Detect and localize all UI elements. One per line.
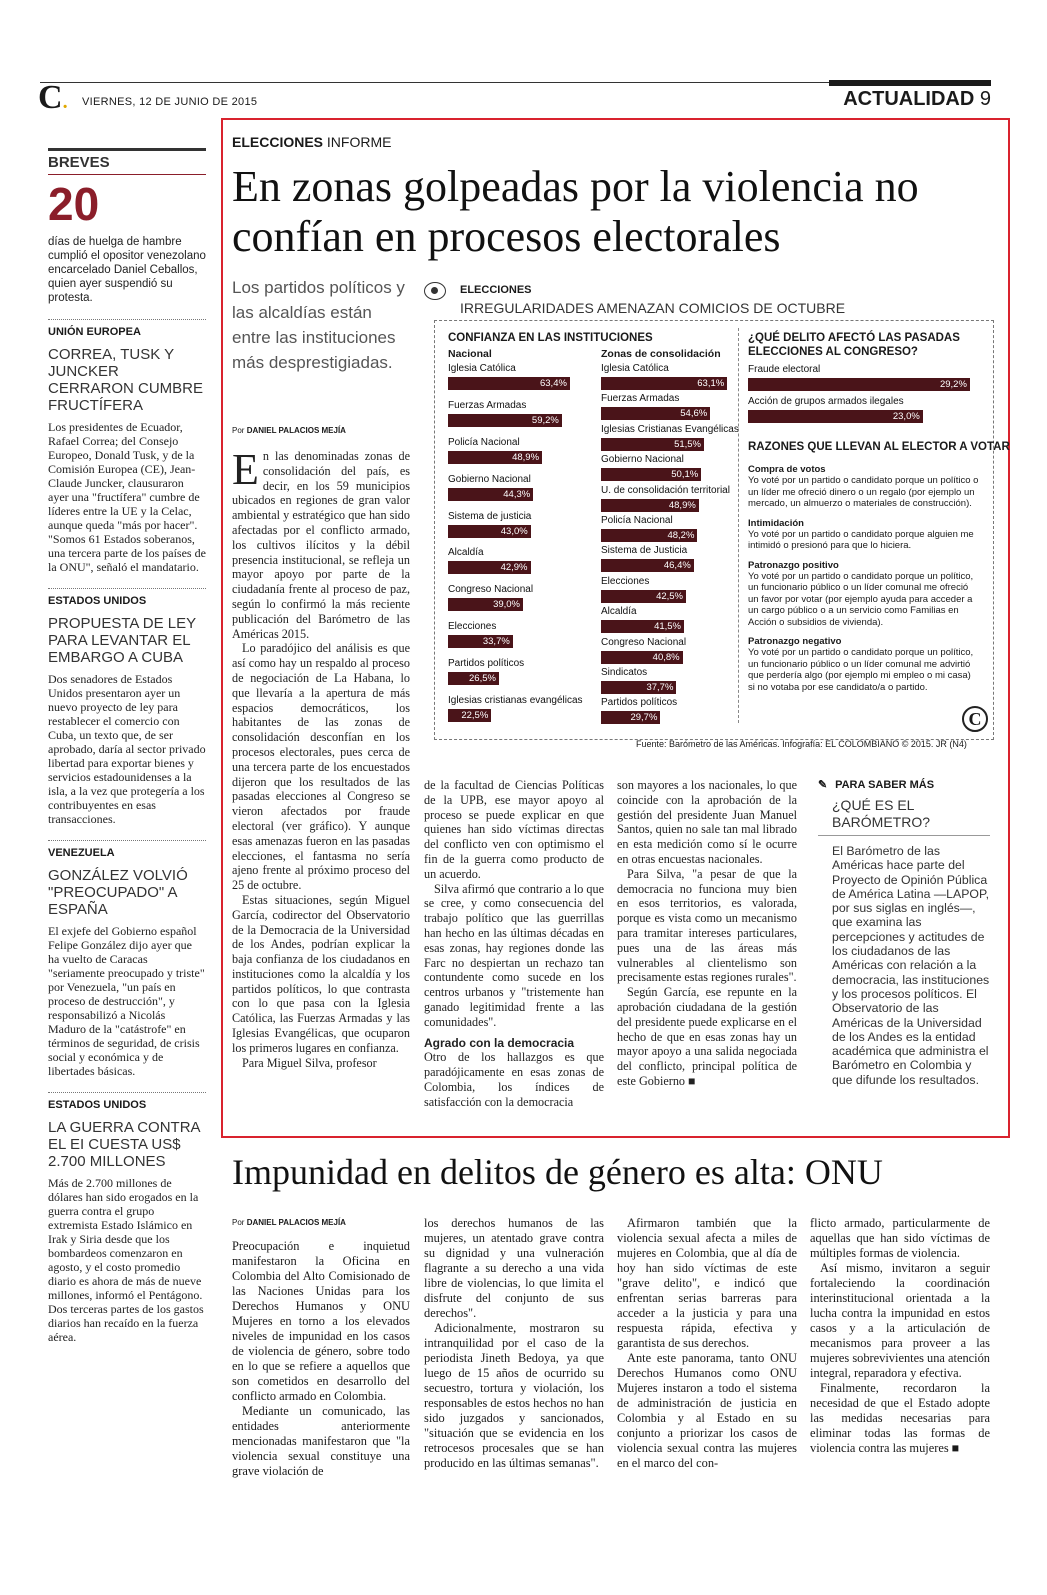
- article-col-3: [617, 778, 797, 1089]
- bar-value: 44,3%: [503, 488, 531, 500]
- sidebar-title: BREVES: [48, 148, 206, 171]
- reason-heading: Patronazgo negativo: [748, 636, 842, 647]
- section-bar: [829, 80, 991, 86]
- section-name: ACTUALIDAD 9: [843, 88, 991, 110]
- paragraph: flicto armado, particularmente de aquellas que han sido víctimas de múltiples formas de violencia.: [810, 1216, 990, 1260]
- bar-label: Policía Nacional: [448, 436, 520, 448]
- sidebar-text: Los presidentes de Ecuador, Rafael Correa; del Consejo Europeo, Donald Tusk, y de la Comisión Europea (CE), Jean-Claude Juncker, clausuraron ayer una "fructífera" cumbre de líderes entre la UE y la Celac, aunque queda "más por hacer". "Somos 61 Estados soberanos, una tercera parte de los países de la ONU", señaló el mandatario.: [48, 420, 206, 574]
- bar-value: 48,2%: [667, 529, 695, 541]
- article2-col-4: [810, 1216, 990, 1456]
- bar: [601, 377, 727, 390]
- article-title: En zonas golpeadas por la violencia no confían en procesos electorales: [232, 162, 919, 261]
- bar: [601, 407, 710, 420]
- article2-col-3: [617, 1216, 797, 1471]
- bar-label: Gobierno Nacional: [448, 473, 531, 485]
- bar-value: 33,7%: [482, 636, 510, 648]
- para-saber-heading: ✎ PARA SABER MÁS: [818, 779, 935, 791]
- article2-col-2: [424, 1216, 604, 1471]
- bar: [448, 598, 523, 611]
- reason-heading: Intimidación: [748, 517, 804, 529]
- chart-row: [748, 364, 976, 396]
- sidebar-headline: LA GUERRA CONTRA EL EI CUESTA US$ 2.700 MILLONES: [48, 1119, 200, 1170]
- confianza-heading: CONFIANZA EN LAS INSTITUCIONES: [448, 332, 653, 344]
- bar-value: 42,9%: [500, 562, 528, 574]
- paragraph: Adicionalmente, mostraron su intranquilidad por el caso de la periodista Jineth Bedoya, ya que luego de 15 años de ocurrido su secuestro, tortura y violación, los responsables de estos hechos no han sido juzgados y sancionados, "situación que se evidencia en los retrocesos procesales que se han producido en las últimas semanas".: [424, 1321, 604, 1470]
- bar: [448, 414, 562, 427]
- para-saber-text: El Barómetro de las Américas hace parte del Proyecto de Opinión Pública de América Latina —LAPOP, por sus siglas en inglés—, que examina las percepciones y actitudes de los ciudadanos de las Américas con relación a la democracia, las instituciones y los procesos políticos. El Observatorio de las Américas de la Universidad de los Andes es la entidad académica que administra el Barómetro en Colombia y que difunde los resultados.: [818, 835, 990, 1087]
- bar-label: Fraude electoral: [748, 364, 821, 375]
- chart-row: [448, 474, 573, 511]
- chart-row: [601, 423, 739, 454]
- paragraph: de la facultad de Ciencias Políticas de la UPB, ese mayor apoyo al proceso se puede explicar en que quienes han sido víctimas directas del conflicto ven con optimismo el fin de la guerra como producto de un acuerdo.: [424, 778, 604, 881]
- bar-label: Alcaldía: [448, 547, 484, 559]
- bar-value: 50,1%: [671, 469, 699, 481]
- bar: [601, 590, 686, 603]
- article-col-1: [232, 426, 410, 1070]
- chart-row: [601, 393, 731, 423]
- sidebar-big-number: 20: [48, 178, 100, 230]
- paragraph: Para Silva, "a pesar de que la democracia no funciona muy bien en esos territorios, es valorada, porque es vista como un mecanismo para tramitar intereses particulares, pues una de las áreas más vulnerables al clientelismo son precisamente estas regiones rurales".: [617, 866, 797, 985]
- reason-text: Yo voté por un partido o candidato porque un político, un funcionario público o un líder comunal me advirtió que perdería algo (por ejemplo mi empleo o mi casa) si no votaba por ese candidato/a o partido.: [748, 647, 974, 693]
- bar-value: 48,9%: [512, 451, 540, 463]
- sidebar-section-label: UNIÓN EUROPEA: [48, 319, 206, 338]
- razones-heading: RAZONES QUE LLEVAN AL ELECTOR A VOTAR: [748, 441, 1010, 453]
- bar-value: 59,2%: [531, 414, 559, 426]
- bar: [601, 620, 684, 633]
- chart-row: [448, 621, 573, 658]
- bar: [748, 410, 923, 423]
- bar-value: 63,4%: [539, 378, 567, 389]
- bar: [601, 468, 701, 481]
- paragraph: Preocupación e inquietud manifestaron la Oficina en Colombia del Alto Comisionado de las Naciones Unidas para los Derechos Humanos y ONU Mujeres en torno a los elevados niveles de impunidad en los casos de violencia de género, sobre todo en lo que se refiere a aquellos que son cometidos en desarrollo del conflicto armado en Colombia.: [232, 1239, 410, 1403]
- nacional-label: Nacional: [448, 348, 492, 360]
- bar-value: 51,5%: [674, 438, 701, 450]
- sidebar-headline: GONZÁLEZ VOLVIÓ "PREOCUPADO" A ESPAÑA: [48, 867, 188, 918]
- bar-label: Iglesia Católica: [448, 363, 516, 374]
- chart-row: [601, 515, 731, 545]
- paragraph: son mayores a los nacionales, lo que coincide con la aprobación de la gestión del presidente Juan Manuel Santos, quien no sale tan mal librado en esta medición como sí le ocurre en otras encuestas nacionales.: [617, 778, 797, 866]
- bar-label: Partidos políticos: [601, 697, 678, 709]
- article-col-1-text: [232, 445, 410, 1070]
- bar-label: Elecciones: [601, 575, 650, 587]
- sidebar-breves: [48, 148, 206, 1344]
- reason-heading: Patronazgo positivo: [748, 559, 839, 571]
- bar-label: Sistema de justicia: [448, 510, 532, 522]
- bar-value: 43,0%: [500, 525, 528, 537]
- chart-row: [448, 695, 583, 732]
- paragraph: Así mismo, invitaron a seguir fortaleciendo la coordinación interinstitucional orientada a la lucha contra la impunidad en estos casos y a la articulación de mecanismos para proveer a las mujeres sobrevivientes una atención integral, reparadora y efectiva.: [810, 1261, 990, 1380]
- info-source: Fuente: Barómetro de las Américas. Infografía: EL COLOMBIANO © 2015. JR (N4): [636, 739, 967, 749]
- bar: [448, 635, 513, 648]
- bar-value: 41,5%: [654, 621, 681, 633]
- bar-label: Iglesias cristianas evangélicas: [448, 695, 583, 707]
- paragraph: Según García, ese repunte en la aprobación ciudadana de la gestión del presidente puede explicarse en el hecho de que en esas zonas hay un mayor apoyo a una salida negociada del conflicto, principal política de este Gobierno ■: [617, 985, 797, 1088]
- article2-title: Impunidad en delitos de género es alta: ONU: [232, 1152, 883, 1192]
- article-lede: Los partidos políticos y las alcaldías están entre las instituciones más desprestigiadas.: [232, 278, 405, 372]
- reason-text: Yo voté por un partido o candidato porque un político o un líder me ofreció dinero o un regalo (por ejemplo un mercado, un almuerzo o materiales de construcción).: [748, 475, 979, 509]
- bar-label: Sindicatos: [601, 666, 648, 678]
- bar-label: Iglesia Católica: [601, 363, 669, 374]
- sidebar-big-text: días de huelga de hambre cumplió el opositor venezolano encarcelado Daniel Ceballos, quien ayer suspendió su protesta.: [48, 236, 206, 304]
- chart-row: [601, 667, 731, 697]
- sidebar-text: El exjefe del Gobierno español Felipe González dijo ayer que ha vuelto de Caracas "seriamente preocupado y triste" por Venezuela, "un país en proceso de destrucción", y responsabilizó a Nicolás Maduro de la "catástrofe" en términos de seguridad, de crisis social y económica y de libertades básicas.: [48, 924, 205, 1078]
- info-kicker: ELECCIONES: [460, 284, 532, 296]
- chart-row: [448, 511, 573, 548]
- chart-row: [448, 363, 573, 400]
- paragraph: n las denominadas zonas de consolidación del país, es decir, en los 59 municipios ubicados en regiones de gran valor ambiental y estratégico que han sido afectadas por el conflicto armado, los cultivos ilícitos y la débil presencia institucional, se refleja un mayor apoyo por parte de la ciudadanía frente al proceso de paz, según lo confirmó la más reciente publicación del Barómetro de las Américas 2015.: [232, 449, 410, 641]
- reasons-list: [748, 456, 980, 693]
- bar-value: 46,4%: [663, 560, 691, 572]
- bar: [448, 561, 531, 574]
- bar-label: Congreso Nacional: [601, 636, 687, 648]
- issue-date: VIERNES, 12 DE JUNIO DE 2015: [82, 96, 258, 108]
- bar-value: 42,5%: [656, 590, 683, 602]
- paragraph: Afirmaron también que la violencia sexual afecta a miles de mujeres en Colombia, que al día de hoy han sido víctimas de este "grave delito", e indicó que enfrentan serias barreras para acceder a la justicia y para una respuesta rápida, efectiva y garantista de sus derechos.: [617, 1216, 797, 1350]
- paragraph: Otro de los hallazgos es que paradójicamente en esas zonas de Colombia, los índices de satisfacción con la democracia: [424, 1050, 604, 1109]
- bar-label: Gobierno Nacional: [601, 454, 684, 466]
- article2-col-1-text: [232, 1239, 410, 1479]
- bar: [448, 377, 570, 390]
- bar: [448, 488, 533, 501]
- sidebar-items: [48, 319, 206, 1344]
- chart-row: [601, 545, 731, 575]
- chart-row: [601, 606, 731, 636]
- bar: [601, 681, 676, 694]
- article-kicker: ELECCIONES INFORME: [232, 134, 392, 150]
- bar-label: Alcaldía: [601, 606, 637, 618]
- zonas-label: Zonas de consolidación: [601, 348, 721, 360]
- bar-label: Fuerzas Armadas: [601, 393, 680, 405]
- paragraph: los derechos humanos de las mujeres, un atentado grave contra su dignidad y una vulneración flagrante a su derecho a una vida libre de violencias, lo que limita el disfrute del conjunto de sus derechos".: [424, 1216, 604, 1320]
- bar-value: 48,9%: [668, 499, 696, 511]
- bar-value: 39,0%: [493, 599, 520, 611]
- sidebar-section-label: ESTADOS UNIDOS: [48, 1092, 206, 1111]
- newspaper-logo: C.: [38, 79, 68, 116]
- subheading: Agrado con la democracia: [424, 1035, 575, 1050]
- sidebar-text: Más de 2.700 millones de dólares han sido erogados en la guerra contra el grupo extremista Estado Islámico en Irak y Siria desde que los bombardeos comenzaron en agosto, y el costo promedio diario es ahora de más de nueve millones, informó el Pentágono. Dos terceras partes de los gastos diarios han recaído en la fuerza aérea.: [48, 1176, 204, 1344]
- article2-col-1: [232, 1218, 410, 1479]
- chart-row: [448, 437, 573, 474]
- bar: [448, 525, 531, 538]
- reason-text: Yo voté por un partido o candidato porque alguien me intimidó o presionó para que lo hiciera.: [748, 528, 974, 551]
- paragraph: Finalmente, recordaron la necesidad de que el Estado adopte las medidas necesarias para eliminar todas las formas de violencia contra las mujeres ■: [810, 1381, 990, 1455]
- reason-text: Yo voté por un partido o candidato porque un político, un funcionario público o un líder comunal me ofreció un favor por votar (por ejemplo ayuda para acceder a un cargo público o a un servicio como Familias en Acción o subsidios de vivienda).: [748, 570, 974, 628]
- bar-label: U. de consolidación territorial: [601, 484, 730, 496]
- bar-label: Partidos políticos: [448, 658, 525, 670]
- reason-heading: Compra de votos: [748, 464, 826, 475]
- sidebar-headline: CORREA, TUSK Y JUNCKER CERRARON CUMBRE FRUCTÍFERA: [48, 346, 204, 414]
- chart-row: [748, 396, 976, 428]
- chart-row: [601, 485, 731, 515]
- bar: [448, 672, 499, 685]
- bar: [601, 711, 660, 724]
- chart-nacional: [448, 363, 583, 732]
- eye-icon: [424, 282, 446, 300]
- chart-delito: [748, 364, 976, 428]
- bar: [601, 651, 683, 664]
- bar-label: Fuerzas Armadas: [448, 399, 527, 411]
- bar: [601, 529, 697, 542]
- sidebar-section-label: ESTADOS UNIDOS: [48, 588, 206, 607]
- info-divider: [738, 328, 739, 723]
- chart-zonas: [601, 363, 739, 728]
- bar: [601, 438, 704, 451]
- bar-label: Congreso Nacional: [448, 584, 534, 596]
- bar-value: 54,6%: [680, 408, 708, 420]
- para-saber-mas: [818, 778, 990, 1087]
- bar: [748, 378, 970, 391]
- bar: [601, 499, 699, 512]
- paragraph: Estas situaciones, según Miguel García, codirector del Observatorio de la Democracia de la Universidad de los Andes, podrían explicar la baja confianza de los ciudadanos en instituciones como la alcaldía y los partidos políticos, lo que contrasta con lo que pasa con la Iglesia Católica, las Fuerzas Armadas y las Iglesias Evangélicas, que ocuparon los primeros lugares en confianza.: [232, 892, 410, 1055]
- bar-value: 22,5%: [461, 710, 489, 722]
- bar-value: 37,7%: [646, 681, 674, 693]
- article2-byline: Por DANIEL PALACIOS MEJÍA: [232, 1218, 346, 1227]
- chart-row: [448, 400, 573, 437]
- paragraph: Ante este panorama, tanto ONU Derechos Humanos como ONU Mujeres instaron a todo el sistema de administración de justicia en Colombia y al Estado en su conjunto a priorizar los casos de violencia sexual contra las mujeres en el marco del con-: [617, 1351, 797, 1470]
- chart-row: [448, 658, 573, 695]
- article-byline: Por DANIEL PALACIOS MEJÍA: [232, 426, 346, 435]
- bar: [601, 559, 694, 572]
- paragraph: Mediante un comunicado, las entidades anteriormente mencionadas manifestaron que "la violencia sexual constituye una grave violación de: [232, 1404, 410, 1478]
- info-title: IRREGULARIDADES AMENAZAN COMICIOS DE OCTUBRE: [460, 300, 846, 316]
- paragraph: Lo paradójico del análisis es que así como hay un respaldo al proceso de negociación de La Habana, lo que llevaría a la apertura de más espacios democráticos, los habitantes de las zonas de consolidación desconfían en los procesos electorales, pues cerca de una tercera parte de los encuestados dijeron que los resultados de las pasadas elecciones al Congreso se vieron afectados por fraude electoral (ver gráfico). Y aunque esas amenazas fueron en las pasadas elecciones, el fantasma no sería ajeno frente al próximo proceso del 25 de octubre.: [232, 641, 410, 893]
- bar-value: 29,2%: [939, 379, 967, 390]
- sidebar-text: Dos senadores de Estados Unidos presentaron ayer un nuevo proyecto de ley para restablecer el comercio con Cuba, un texto que, de ser aprobado, daría al sector privado libertad para exportar bienes y servicios estadounidenses a la isla, a la vez que protegería a los contribuyentes en esas transacciones.: [48, 672, 206, 826]
- chart-row: [601, 363, 731, 393]
- sidebar-headline: PROPUESTA DE LEY PARA LEVANTAR EL EMBARGO A CUBA: [48, 615, 196, 666]
- sidebar-section-label: VENEZUELA: [48, 840, 206, 859]
- bar-value: 29,7%: [630, 712, 658, 724]
- bar-label: Sistema de Justicia: [601, 545, 688, 557]
- delito-question: ¿QUÉ DELITO AFECTÓ LAS PASADAS ELECCIONES AL CONGRESO?: [748, 332, 960, 358]
- bar-label: Policía Nacional: [601, 514, 673, 526]
- chart-row: [601, 454, 731, 484]
- para-saber-question: ¿QUÉ ES EL BARÓMETRO?: [832, 797, 931, 830]
- infographic-logo: C: [962, 706, 988, 732]
- pin-icon: ✎: [818, 779, 828, 791]
- bar-value: 63,1%: [697, 378, 725, 389]
- bar-label: Elecciones: [448, 621, 497, 633]
- paragraph: Silva afirmó que contrario a lo que se cree, y como consecuencia del trabajo político que las guerrillas han hecho en las últimas décadas en esas zonas, hay regiones donde las Farc no despiertan un rechazo tan contundente como sucede en los centros urbanos y "tristemente han ganado legitimidad frente a las comunidades".: [424, 881, 604, 1029]
- bar: [448, 709, 491, 722]
- chart-row: [601, 576, 731, 606]
- bar: [448, 451, 542, 464]
- chart-row: [448, 584, 573, 621]
- chart-row: [601, 637, 731, 667]
- bar-value: 40,8%: [652, 651, 680, 663]
- bar-value: 23,0%: [892, 411, 920, 422]
- article-col-2: [424, 778, 604, 1110]
- chart-row: [448, 547, 573, 584]
- bar-label: Acción de grupos armados ilegales: [748, 396, 904, 407]
- bar-value: 26,5%: [469, 673, 496, 685]
- bar-label: Iglesias Cristianas Evangélicas: [601, 423, 739, 435]
- paragraph: Para Miguel Silva, profesor: [242, 1055, 377, 1070]
- chart-row: [601, 697, 731, 727]
- drop-cap: E: [232, 445, 259, 494]
